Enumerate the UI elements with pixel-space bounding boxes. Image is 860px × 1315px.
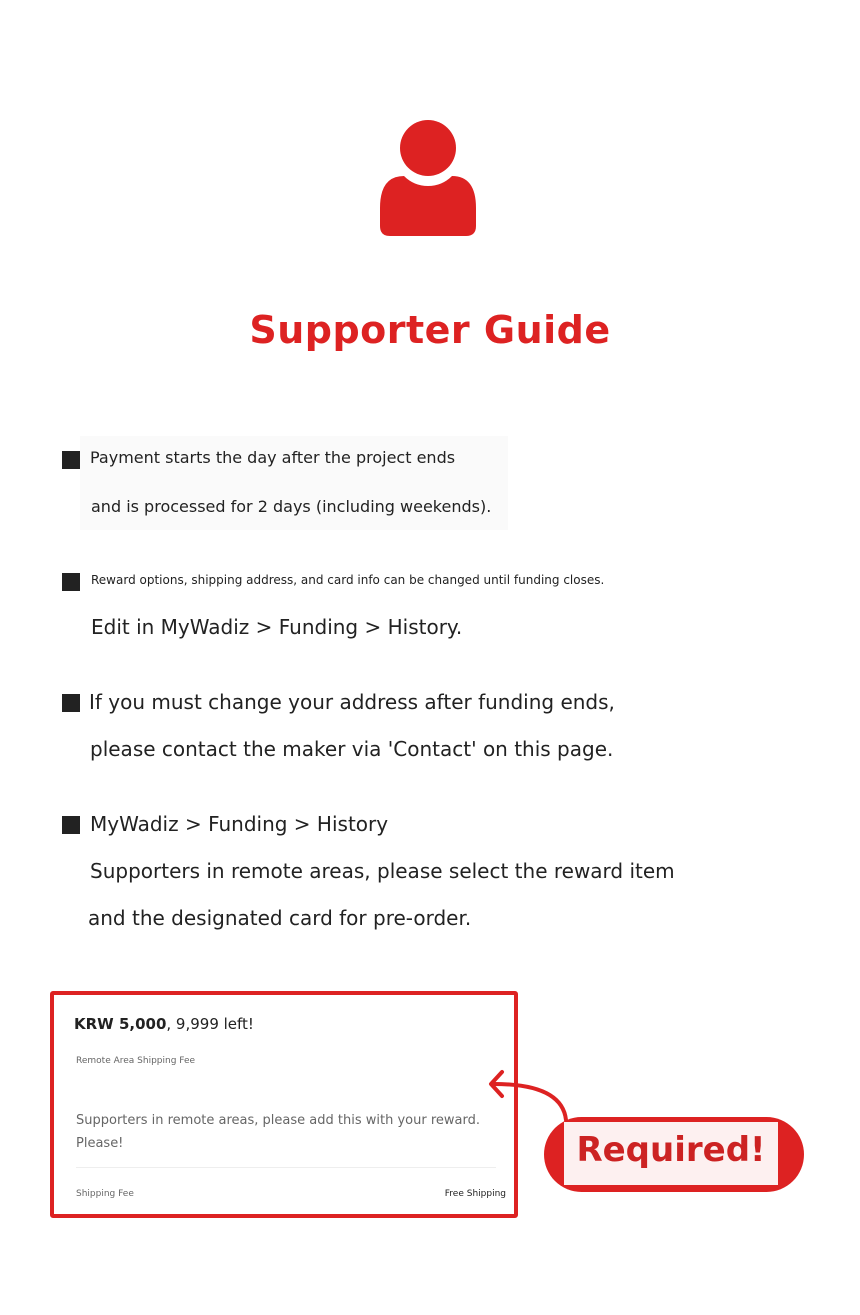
guide-text: Edit in MyWadiz > Funding > History. — [91, 615, 463, 639]
person-icon — [378, 118, 478, 238]
square-bullet-icon — [62, 694, 80, 712]
reward-stock: , 9,999 left! — [166, 1015, 254, 1033]
shipping-fee-label: Shipping Fee — [76, 1189, 134, 1199]
guide-text: and the designated card for pre-order. — [88, 906, 472, 930]
square-bullet-icon — [62, 573, 80, 591]
guide-text: If you must change your address after funding ends, — [89, 690, 615, 714]
reward-description — [76, 1109, 480, 1155]
required-label: Required! — [576, 1130, 766, 1170]
shipping-fee-value: Free Shipping — [444, 1189, 506, 1199]
reward-description-line: Supporters in remote areas, please add this with your reward. — [76, 1113, 480, 1128]
reward-description-line: Please! — [76, 1136, 124, 1151]
guide-text: Supporters in remote areas, please select the reward item — [90, 859, 675, 883]
square-bullet-icon — [62, 816, 80, 834]
guide-text: MyWadiz > Funding > History — [90, 812, 389, 836]
guide-text: please contact the maker via 'Contact' on this page. — [90, 737, 614, 761]
square-bullet-icon — [62, 451, 80, 469]
reward-price-line — [74, 1015, 254, 1033]
guide-text: Payment starts the day after the project ends — [90, 448, 456, 467]
reward-price: KRW 5,000 — [74, 1015, 167, 1033]
reward-name: Remote Area Shipping Fee — [76, 1056, 196, 1066]
card-divider — [76, 1167, 496, 1168]
guide-text-small: Reward options, shipping address, and card info can be changed until funding closes. — [91, 573, 605, 587]
page-title: Supporter Guide — [249, 308, 611, 352]
reward-card[interactable] — [50, 991, 518, 1218]
guide-text: and is processed for 2 days (including weekends). — [91, 497, 492, 516]
